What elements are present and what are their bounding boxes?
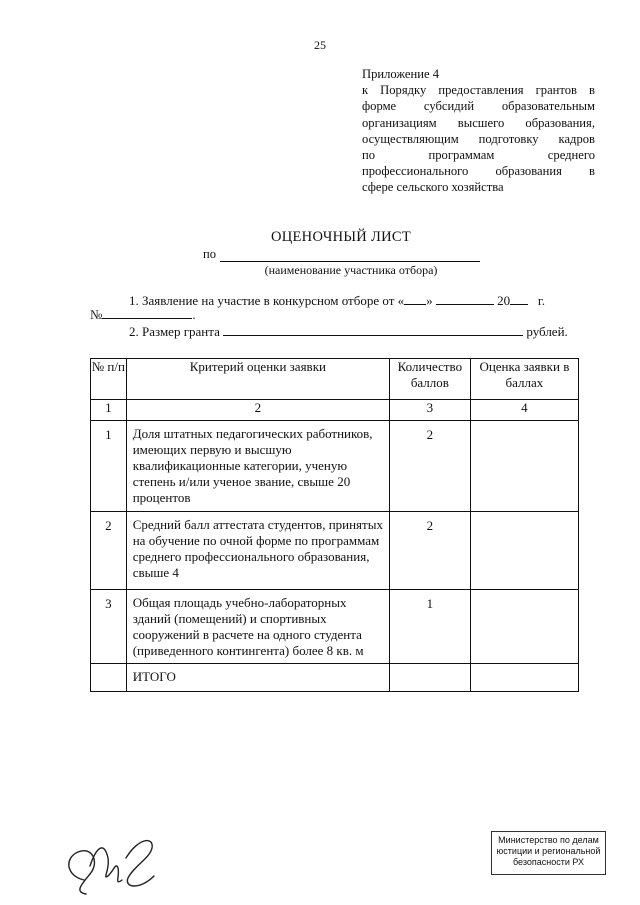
item-grant-size	[129, 323, 568, 340]
participant-name-blank	[220, 261, 480, 262]
header-evaluation: Оценка заявки в баллах	[470, 359, 578, 400]
header-num: № п/п	[91, 359, 127, 400]
number-blank	[102, 306, 192, 319]
column-number-row	[91, 400, 579, 421]
appendix-line: осуществляющим подготовку кадров	[362, 131, 595, 146]
appendix-line: по программам среднего	[362, 148, 595, 163]
row-criterion: Доля штатных педагогических работников, имеющих первую и высшую квалификационные категории, ученую степень и/или ученое звание, свыше 20 процентов	[132, 426, 373, 505]
row-evaluation	[471, 590, 578, 596]
appendix-line: форме субсидий образовательным	[362, 99, 595, 114]
row-evaluation	[471, 512, 578, 518]
document-title: ОЦЕНОЧНЫЙ ЛИСТ	[270, 229, 412, 245]
row-evaluation	[471, 421, 578, 427]
ministry-stamp	[491, 831, 606, 875]
stamp-line: юстиции и региональной	[496, 846, 601, 856]
row-points: 2	[426, 518, 434, 533]
header-points: Количество баллов	[389, 359, 470, 400]
column-number: 1	[91, 400, 127, 421]
table-row	[91, 512, 579, 590]
number-end: .	[192, 307, 196, 322]
row-points: 2	[426, 427, 434, 442]
item2-unit: рублей.	[526, 324, 568, 339]
row-number: 2	[105, 518, 112, 533]
header-criterion: Критерий оценки заявки	[126, 359, 389, 400]
column-number: 2	[126, 400, 389, 421]
month-blank	[436, 292, 494, 305]
column-number: 4	[470, 400, 578, 421]
stamp-line: Министерство по делам	[498, 835, 599, 845]
row-points: 1	[426, 596, 434, 611]
day-blank	[404, 292, 426, 305]
page-number: 25	[314, 38, 326, 52]
row-number: 3	[105, 596, 112, 611]
row-criterion: Общая площадь учебно-лабораторных зданий (помещений) и спортивных сооружений в расчете на одного студента (приведенного контингента) более 8 кв. м	[132, 595, 364, 658]
appendix-line: профессионального образования в	[362, 164, 595, 179]
grant-amount-blank	[223, 323, 523, 336]
table-header-row	[91, 359, 579, 400]
number-sign: №	[90, 307, 103, 322]
column-number: 3	[389, 400, 470, 421]
item1-text: 1. Заявление на участие в конкурсном отборе от «	[129, 293, 405, 308]
row-criterion: Средний балл аттестата студентов, принятых на обучение по очной форме по программам среднего профессионального образования, свыше 4	[132, 517, 383, 580]
total-label: ИТОГО	[132, 669, 176, 684]
total-row	[91, 664, 579, 692]
appendix-title: Приложение 4	[362, 67, 440, 81]
row-number: 1	[105, 427, 112, 442]
signature-image	[56, 818, 166, 898]
assessment-table	[90, 358, 579, 692]
appendix-line: сфере сельского хозяйства	[362, 180, 504, 195]
participant-caption: (наименование участника отбора)	[264, 263, 438, 277]
po-label: по	[203, 247, 217, 261]
table-row	[91, 421, 579, 512]
appendix-line: к Порядку предоставления грантов в	[362, 83, 595, 98]
appendix-header	[362, 66, 595, 196]
year-prefix: 20	[497, 293, 511, 308]
quote-close: »	[426, 293, 433, 308]
appendix-line: организациям высшего образования,	[362, 115, 595, 130]
item2-text: 2. Размер гранта	[129, 324, 220, 339]
year-blank	[510, 292, 528, 305]
year-suffix: г.	[537, 293, 546, 308]
application-number	[90, 306, 196, 323]
stamp-line: безопасности РХ	[513, 857, 584, 867]
table-row	[91, 590, 579, 664]
